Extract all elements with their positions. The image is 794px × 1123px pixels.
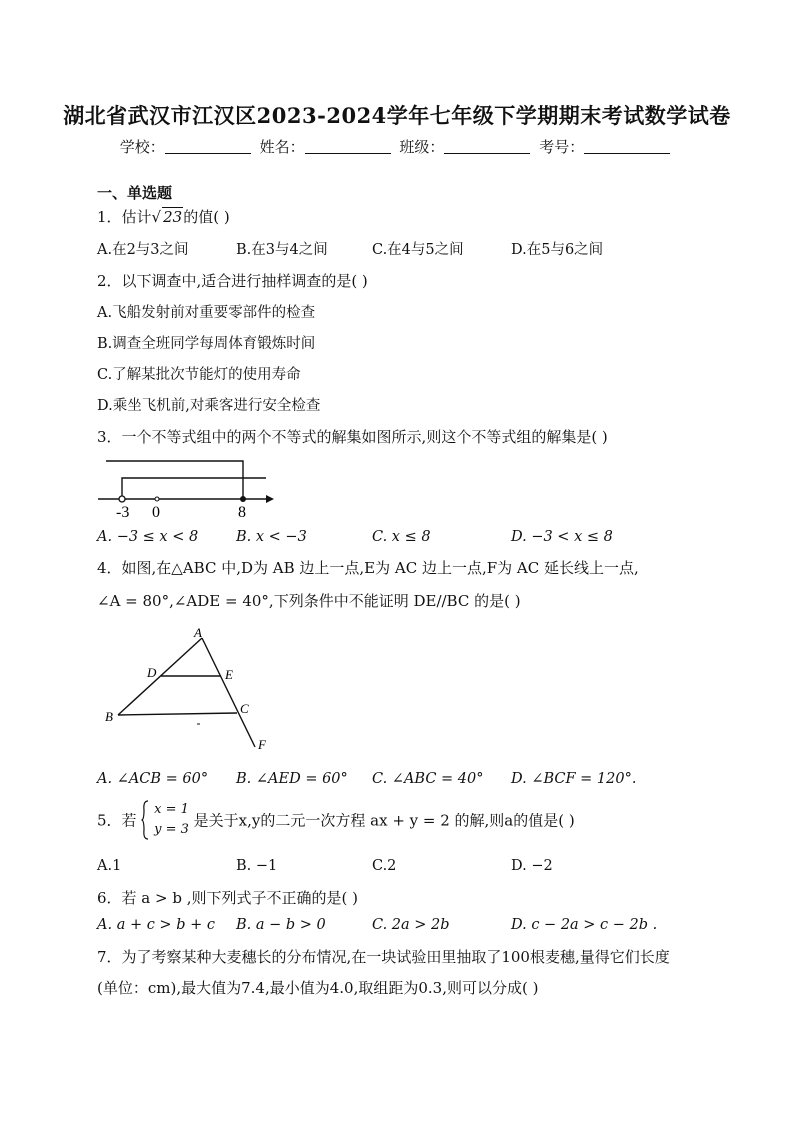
equation-system [141,800,189,840]
origin-mark [155,497,159,501]
q6-option-d[interactable]: D. c − 2a > c − 2b . [511,917,658,933]
q2-option-b[interactable]: B.调查全班同学每周体育锻炼时间 [97,336,316,352]
page-title: 湖北省武汉市江汉区2023-2024学年七年级下学期期末考试数学试卷 [63,103,731,128]
q5-option-d[interactable]: D. −2 [511,858,553,874]
brace-icon [141,800,149,840]
q3-option-a[interactable]: A. −3 ≤ x < 8 [97,529,199,545]
q1-radicand: 23 [163,208,183,226]
question-3-stem: 3．一个不等式组中的两个不等式的解集如图所示,则这个不等式组的解集是( ) [97,428,608,446]
q6-option-a[interactable]: A. a + c > b + c [97,917,215,933]
name-blank[interactable] [305,139,391,154]
vertex-e-label: E [225,667,233,682]
vertex-a-label: A [194,625,202,640]
question-2-stem: 2．以下调查中,适合进行抽样调查的是( ) [97,272,368,290]
question-6-stem: 6．若 a > b ,则下列式子不正确的是( ) [97,889,358,907]
q1-option-b[interactable]: B.在3与4之间 [236,242,328,258]
vertex-c-label: C [240,701,249,716]
id-label: 考号： [539,138,585,156]
point-f-label: F [258,737,266,752]
q6-option-b[interactable]: B. a − b > 0 [236,917,326,933]
label-8: 8 [238,504,246,521]
label-neg3: -3 [116,504,130,521]
q3-option-b[interactable]: B. x < −3 [236,529,307,545]
q6-option-c[interactable]: C. 2a > 2b [372,917,450,933]
solution-bracket-left [106,461,243,499]
vertex-d-label: D [147,665,157,680]
q2-option-d[interactable]: D.乘坐飞机前,对乘客进行安全检查 [97,398,321,414]
q5-prefix: 5．若 [97,811,137,830]
q5-suffix: 是关于x,y的二元一次方程 ax + y = 2 的解,则a的值是( ) [193,811,575,830]
q1-suffix: 的值( ) [183,208,230,226]
number-line-figure [96,455,276,521]
question-4-stem-line2: ∠A = 80°,∠ADE = 40°,下列条件中不能证明 DE//BC 的是( ) [97,592,521,610]
q1-option-d[interactable]: D.在5与6之间 [511,242,604,258]
q5-option-c[interactable]: C.2 [372,858,397,874]
q3-option-d[interactable]: D. −3 < x ≤ 8 [511,529,613,545]
student-info-line [0,136,794,157]
segment-bc [118,713,237,715]
axis-arrow [266,495,274,503]
q1-option-a[interactable]: A.在2与3之间 [97,242,189,258]
q5-eq1: x = 1 [154,802,189,817]
question-1-stem [97,206,230,227]
closed-dot [240,496,246,502]
class-label: 班级： [399,138,445,156]
question-4-stem-line1: 4．如图,在△ABC 中,D为 AB 边上一点,E为 AC 边上一点,F为 AC 延长线上一点, [97,559,639,577]
q2-option-a[interactable]: A.飞船发射前对重要零部件的检查 [97,305,316,321]
question-7-stem-line2: (单位：cm),最大值为7.4,最小值为4.0,取组距为0.3,则可以分成( ) [97,979,539,997]
question-7-stem-line1: 7．为了考察某种大麦穗长的分布情况,在一块试验田里抽取了100根麦穗,量得它们长度 [97,948,670,966]
label-0: 0 [152,504,160,521]
triangle-figure [100,623,280,755]
q4-option-d[interactable]: D. ∠BCF = 120°. [511,771,637,787]
section-heading: 一、单选题 [97,184,173,202]
q2-option-c[interactable]: C.了解某批次节能灯的使用寿命 [97,367,301,383]
q1-prefix: 1．估计 [97,208,152,226]
solution-bracket-right [122,478,266,499]
sqrt-symbol: √ [151,208,162,226]
q4-option-a[interactable]: A. ∠ACB = 60° [97,771,209,787]
school-label: 学校： [119,138,165,156]
segment-af [202,638,255,747]
q1-option-c[interactable]: C.在4与5之间 [372,242,464,258]
vertex-b-label: B [105,709,113,724]
school-blank[interactable] [165,139,251,154]
open-dot [119,496,125,502]
q4-option-c[interactable]: C. ∠ABC = 40° [372,771,484,787]
id-blank[interactable] [584,139,670,154]
question-5-stem [97,800,575,840]
q5-eq2: y = 3 [154,822,189,837]
name-label: 姓名： [259,138,305,156]
class-blank[interactable] [444,139,530,154]
q5-option-a[interactable]: A.1 [97,858,122,874]
q3-option-c[interactable]: C. x ≤ 8 [372,529,431,545]
q5-option-b[interactable]: B. −1 [236,858,278,874]
q4-option-b[interactable]: B. ∠AED = 60° [236,771,348,787]
